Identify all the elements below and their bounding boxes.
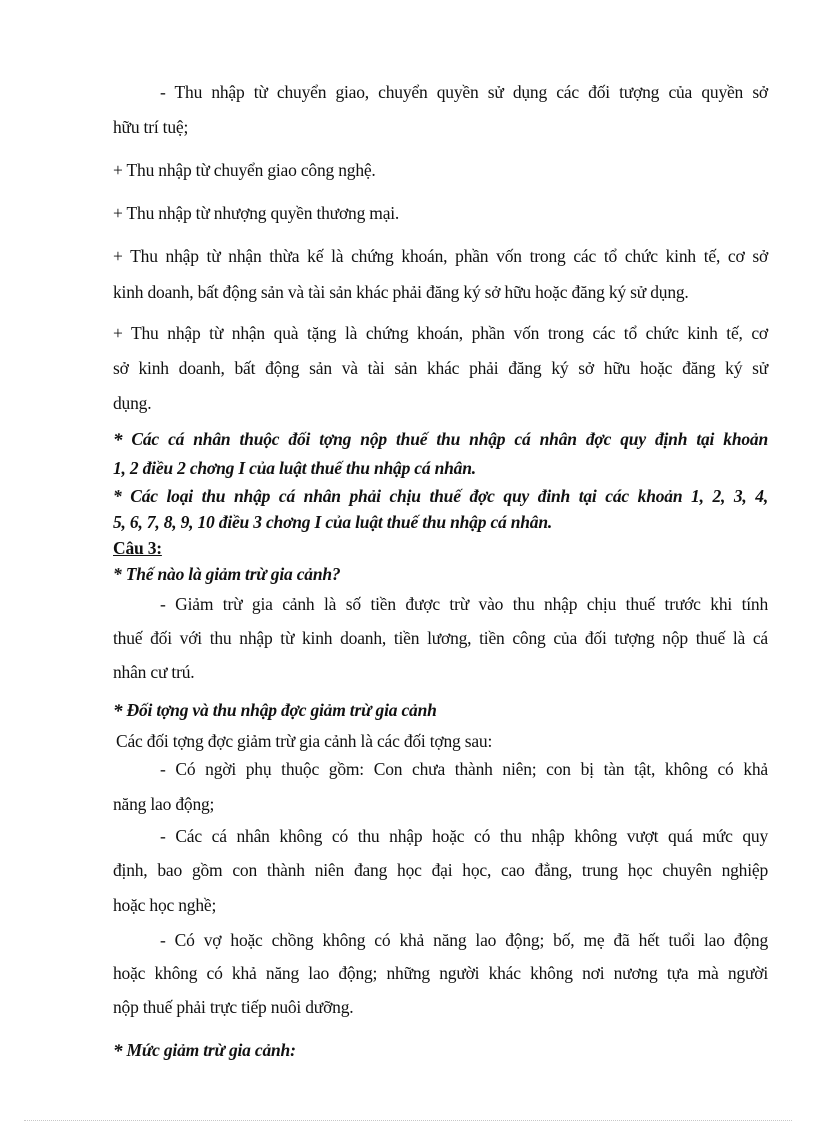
subheading-line (113, 700, 768, 722)
list-item-line: + Thu nhập từ nhận thừa kế là chứng khoán, phần vốn trong các tổ chức kinh tế, cơ sở (113, 246, 768, 266)
subheading-line (113, 1040, 768, 1062)
list-item-line: + Thu nhập từ nhận quà tặng là chứng khoán, phần vốn trong các tổ chức kinh tế, cơ (113, 323, 768, 343)
asterisk-bullet: * (113, 1041, 123, 1062)
paragraph-line: thuế đối với thu nhập từ kinh doanh, tiền lương, tiền công của đối tượng nộp thuế là cá (113, 628, 768, 648)
paragraph-line: - Thu nhập từ chuyển giao, chuyển quyền sử dụng các đối tượng của quyền sở (160, 82, 768, 102)
paragraph-line: hữu trí tuệ; (113, 117, 189, 137)
list-item-line: sở kinh doanh, bất động sản và tài sản khác phải đăng ký sở hữu hoặc đăng ký sử (113, 358, 768, 378)
paragraph-line: định, bao gồm con thành niên đang học đại học, cao đẳng, trung học chuyên nghiệp (113, 860, 768, 880)
italic-note-text: Các cá nhân thuộc đối tợng nộp thuế thu nhập cá nhân đợc quy định tại khoản (131, 429, 768, 449)
paragraph-line: - Các cá nhân không có thu nhập hoặc có thu nhập không vượt quá mức quy (160, 826, 768, 846)
asterisk-bullet: * (113, 701, 123, 722)
italic-note-line (113, 429, 768, 451)
paragraph-line: - Giảm trừ gia cảnh là số tiền được trừ vào thu nhập chịu thuế trước khi tính (160, 594, 768, 614)
subheading-text: Đối tợng và thu nhập đợc giảm trừ gia cảnh (126, 700, 437, 720)
paragraph-line: hoặc học nghề; (113, 895, 217, 915)
paragraph-line: - Có vợ hoặc chồng không có khả năng lao động; bố, mẹ đã hết tuổi lao động (160, 930, 768, 950)
paragraph-line: hoặc không có khả năng lao động; những người khác không nơi nương tựa mà người (113, 963, 768, 983)
list-item-line: + Thu nhập từ nhượng quyền thương mại. (113, 203, 400, 223)
paragraph-line: nộp thuế phải trực tiếp nuôi dưỡng. (113, 997, 354, 1017)
question-heading: * Thế nào là giảm trừ gia cảnh? (113, 564, 341, 584)
list-item-line: kinh doanh, bất động sản và tài sản khác phải đăng ký sở hữu hoặc đăng ký sử dụng. (113, 282, 689, 302)
list-item-line: dụng. (113, 393, 152, 413)
asterisk-bullet: * (113, 430, 123, 451)
subheading-text: Mức giảm trừ gia cảnh: (126, 1040, 296, 1060)
paragraph-line: nhân cư trú. (113, 662, 195, 682)
section-heading: Câu 3: (113, 538, 162, 558)
page-bottom-divider (24, 1120, 792, 1121)
italic-note-line: 5, 6, 7, 8, 9, 10 điều 3 chơng I của luật thuế thu nhập cá nhân. (113, 512, 553, 532)
italic-note-line: * Các loại thu nhập cá nhân phải chịu thuế đợc quy đinh tại các khoản 1, 2, 3, 4, (113, 486, 768, 506)
list-item-line: + Thu nhập từ chuyển giao công nghệ. (113, 160, 376, 180)
paragraph-line: Các đối tợng đợc giảm trừ gia cảnh là các đối tợng sau: (116, 731, 493, 751)
paragraph-line: - Có ngời phụ thuộc gồm: Con chưa thành niên; con bị tàn tật, không có khả (160, 759, 768, 779)
paragraph-line: năng lao động; (113, 794, 215, 814)
italic-note-line: 1, 2 điều 2 chơng I của luật thuế thu nhập cá nhân. (113, 458, 476, 478)
